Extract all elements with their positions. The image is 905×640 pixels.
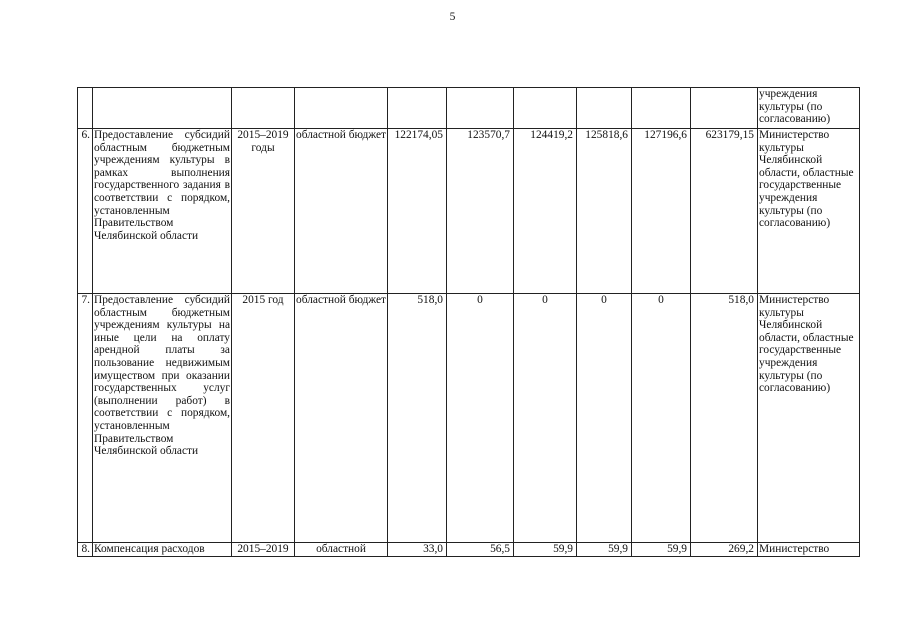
cell-2017: 124419,2 [514, 129, 577, 294]
cell-2016: 56,5 [447, 543, 514, 557]
cell-name: Предоставление субсидий областным бюджетным учреждениям культуры в рамках выполнения государственного задания в соответствии с порядком, установленным Правительством Челябинской области [93, 129, 232, 294]
cell-2016: 0 [447, 294, 514, 543]
cell-2018: 0 [577, 294, 632, 543]
cell-total: 518,0 [691, 294, 758, 543]
cell-2015: 33,0 [388, 543, 447, 557]
cell-2018 [577, 88, 632, 129]
cell-executor: Министерство культуры Челябинской области, областные государственные учреждения культуры (по согласованию) [758, 129, 860, 294]
cell-num [78, 88, 93, 129]
cell-2018: 59,9 [577, 543, 632, 557]
cell-2015: 518,0 [388, 294, 447, 543]
cell-2016 [447, 88, 514, 129]
cell-name: Предоставление субсидий областным бюджетным учреждениям культуры на иные цели на оплату арендной платы за пользование недвижимым имуществом при оказании государственных услуг (выполнении работ) в соответствии с порядком, установленным Правительством Челябинской области [93, 294, 232, 543]
cell-num: 6. [78, 129, 93, 294]
cell-executor: учреждения культуры (по согласованию) [758, 88, 860, 129]
budget-table [77, 87, 860, 557]
cell-2015: 122174,05 [388, 129, 447, 294]
cell-period: 2015–2019 годы [232, 129, 295, 294]
cell-num: 7. [78, 294, 93, 543]
table-row [78, 129, 860, 294]
cell-2018: 125818,6 [577, 129, 632, 294]
cell-executor: Министерство [758, 543, 860, 557]
table-row-continued [78, 88, 860, 129]
table-row [78, 294, 860, 543]
cell-name [93, 88, 232, 129]
cell-2016: 123570,7 [447, 129, 514, 294]
cell-2015 [388, 88, 447, 129]
cell-period: 2015 год [232, 294, 295, 543]
cell-2019 [632, 88, 691, 129]
cell-total [691, 88, 758, 129]
cell-2017 [514, 88, 577, 129]
cell-2017: 0 [514, 294, 577, 543]
cell-2017: 59,9 [514, 543, 577, 557]
cell-source: областной бюджет [295, 129, 388, 294]
cell-source [295, 88, 388, 129]
cell-period: 2015–2019 [232, 543, 295, 557]
cell-name: Компенсация расходов [93, 543, 232, 557]
cell-total: 269,2 [691, 543, 758, 557]
table-row [78, 543, 860, 557]
cell-2019: 127196,6 [632, 129, 691, 294]
cell-2019: 59,9 [632, 543, 691, 557]
cell-source: областной бюджет [295, 294, 388, 543]
cell-executor: Министерство культуры Челябинской области, областные государственные учреждения культуры (по согласованию) [758, 294, 860, 543]
page-number: 5 [449, 11, 456, 23]
cell-period [232, 88, 295, 129]
cell-num: 8. [78, 543, 93, 557]
cell-2019: 0 [632, 294, 691, 543]
cell-source: областной [295, 543, 388, 557]
cell-total: 623179,15 [691, 129, 758, 294]
